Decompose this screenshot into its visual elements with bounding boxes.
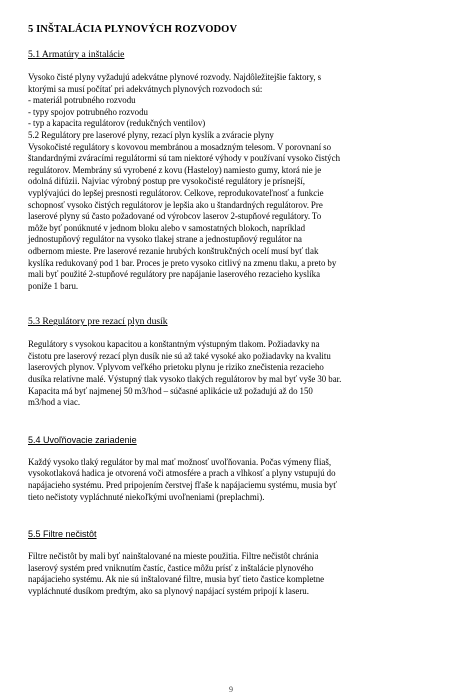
text-line: napájacieho systému. Pred pripojením čerstvej fľaše k napájaciemu systému, musia byť [28, 480, 338, 491]
page-number: 9 [229, 685, 233, 694]
section-body-5-4 [28, 457, 438, 503]
text-line: 5.2 Regulátory pre laserové plyny, rezací plyn kyslík a zváracie plyny [28, 129, 274, 140]
text-line: regulátorov. Membrány sú vyrobené z kovu (Hasteloy) namiesto gumy, ktorá nie je [28, 164, 322, 175]
chapter-title: 5 INŠTALÁCIA PLYNOVÝCH ROZVODOV [28, 24, 238, 35]
text-line: Filtre nečistôt by mali byť nainštalované na mieste použitia. Filtre nečistôt chránia [28, 551, 319, 562]
text-line: vyplývajúci do lepšej presnosti regulátorov. Celkove, reprodukovateľnosť a funkcie [28, 187, 324, 198]
text-line: jednostupňový regulátor na vysoko tlakej strane a jednostupňový regulátor na [28, 234, 302, 245]
text-line: Regulátory s vysokou kapacitou a konštantným výstupným tlakom. Požiadavky na [28, 339, 320, 350]
text-line: laserový systém pred vniknutím častíc, častice môžu prísť z inštalácie plynového [28, 562, 314, 573]
text-line: - typ a kapacita regulátorov (redukčných ventilov) [28, 118, 206, 129]
text-line: m3/hod a viac. [28, 397, 81, 408]
text-line: napájacieho systému. Ak nie sú inštalované filtre, musia byť tieto častice kompletne [28, 574, 325, 585]
text-line: - typy spojov potrubného rozvodu [28, 106, 148, 117]
text-line: dusíka relatívne malé. Výstupný tlak vysoko tlakých regulátorov by mal byť vyše 30 bar. [28, 374, 342, 385]
section-heading-5-5: 5.5 Filtre nečistôt [28, 529, 97, 540]
section-body-5-3 [28, 339, 438, 409]
section-heading-5-3: 5.3 Regulátory pre rezací plyn dusík [28, 316, 168, 328]
section-body-5-1 [28, 72, 438, 292]
text-line: - materiál potrubného rozvodu [28, 95, 136, 106]
text-line: odbernom mieste. Pre laserové rezanie hrubých konštrukčných ocelí musí byť tlak [28, 245, 319, 256]
section-body-5-5 [28, 551, 438, 597]
text-line: Kapacita má byť najmenej 50 m3/hod – súčasné aplikácie už požadujú až do 150 [28, 385, 313, 396]
text-line: mali byť použité 2-stupňové regulátory pre napájanie laserového rezacieho kyslíka [28, 269, 321, 280]
text-line: Každý vysoko tlaký regulátor by mal mať možnosť uvoľňovania. Počas výmeny fliaš, [28, 456, 332, 467]
section-heading-5-4: 5.4 Uvoľňovacie zariadenie [28, 434, 137, 445]
text-line: kyslíka redukovaný pod 1 bar. Proces je preto vysoko citlivý na zmenu tlaku, a preto by [28, 257, 337, 268]
text-line: štandardnými zváracími regulátormi sú tam niektoré výhody v používaní vysoko čistých [28, 153, 341, 164]
text-line: vysokotlaková hadica je otvorená voči atmosfére a prach a vlhkosť a plyny vstupujú do [28, 468, 336, 479]
text-line: čistotu pre laserový rezací plyn dusík nie sú až také vysoké ako požiadavky na kvalitu [28, 350, 331, 361]
text-line: laserových plynov. Vplyvom veľkého prietoku plynu je riziko znečistenia rezacieho [28, 362, 324, 373]
text-line: Vysoko čisté plyny vyžadujú adekvátne plynové rozvody. Najdôležitejšie faktory, s [28, 72, 322, 82]
text-line: odolná difúzii. Najviac výrobný postup pre vysokočisté regulátory je prísnejší, [28, 176, 305, 187]
text-line: schopnosť vysoko čistých regulátorov je lepšia ako u štandardných regulátorov. Pre [28, 199, 323, 210]
text-line: poniže 1 baru. [28, 280, 79, 291]
section-heading-5-1: 5.1 Armatúry a inštalácie [28, 49, 125, 60]
text-line: tieto nečistoty vypláchnuté niekoľkými uvoľneniami (preplachmi). [28, 491, 265, 502]
document-page [28, 24, 438, 598]
text-line: ktorými sa musí počítať pri adekvátnych plynových rozvodoch sú: [28, 83, 263, 94]
text-line: môže byť ponúknuté v jednom bloku alebo v samostatných blokoch, napríklad [28, 222, 306, 233]
text-line: vypláchnuté dusíkom predtým, ako sa plynový napájací systém pripojí k laseru. [28, 586, 309, 596]
text-line: laserové plyny sú často požadované od výrobcov laserov 2-stupňové regulátory. To [28, 211, 322, 222]
text-line: Vysokočisté regulátory s kovovou membránou a mosadzným telesom. V porovnaní so [28, 141, 332, 152]
